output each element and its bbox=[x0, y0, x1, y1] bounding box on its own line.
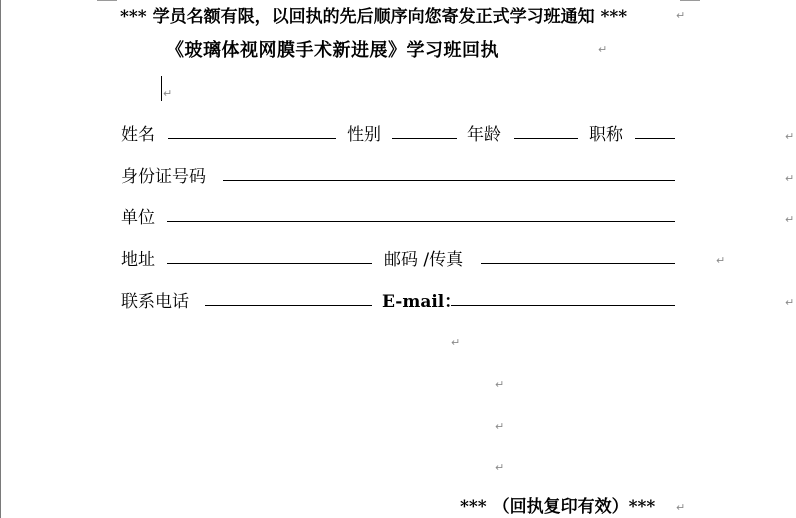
gender-label: 性别 bbox=[347, 125, 381, 145]
paragraph-mark-icon: ↵ bbox=[451, 336, 461, 349]
paragraph-mark-icon: ↵ bbox=[676, 501, 686, 514]
paragraph-mark-icon: ↵ bbox=[676, 9, 686, 22]
age-field[interactable] bbox=[514, 138, 578, 139]
footer-note: *** （回执复印有效）*** bbox=[460, 497, 656, 517]
title-label: 职称 bbox=[589, 125, 623, 145]
address-field[interactable] bbox=[167, 263, 372, 264]
work-unit-field[interactable] bbox=[167, 221, 675, 222]
id-number-field[interactable] bbox=[223, 180, 675, 181]
age-label: 年龄 bbox=[467, 125, 501, 145]
margin-corner-mark-left bbox=[97, 0, 117, 1]
postcode-fax-label: 邮码 /传真 bbox=[384, 250, 464, 270]
gender-field[interactable] bbox=[392, 138, 457, 139]
phone-field[interactable] bbox=[205, 305, 372, 306]
name-label: 姓名 bbox=[121, 125, 155, 145]
email-field[interactable] bbox=[451, 305, 675, 306]
paragraph-mark-icon: ↵ bbox=[598, 43, 608, 56]
paragraph-mark-icon: ↵ bbox=[163, 87, 173, 100]
work-unit-label: 单位 bbox=[121, 208, 155, 228]
form-title: 《玻璃体视网膜手术新进展》学习班回执 bbox=[166, 40, 499, 61]
paragraph-mark-icon: ↵ bbox=[495, 378, 505, 391]
email-label: E-mail： bbox=[382, 292, 462, 312]
page-left-edge bbox=[0, 0, 1, 518]
text-cursor bbox=[161, 76, 162, 101]
paragraph-mark-icon: ↵ bbox=[785, 172, 795, 185]
id-number-label: 身份证号码 bbox=[121, 167, 206, 187]
header-notice: *** 学员名额有限，以回执的先后顺序向您寄发正式学习班通知 *** bbox=[120, 7, 628, 27]
title-field[interactable] bbox=[635, 138, 675, 139]
paragraph-mark-icon: ↵ bbox=[785, 130, 795, 143]
phone-label: 联系电话 bbox=[121, 292, 189, 312]
name-field[interactable] bbox=[168, 138, 336, 139]
margin-corner-mark-right bbox=[680, 0, 700, 1]
paragraph-mark-icon: ↵ bbox=[716, 254, 726, 267]
paragraph-mark-icon: ↵ bbox=[495, 461, 505, 474]
paragraph-mark-icon: ↵ bbox=[785, 296, 795, 309]
postcode-fax-field[interactable] bbox=[481, 263, 675, 264]
paragraph-mark-icon: ↵ bbox=[495, 420, 505, 433]
paragraph-mark-icon: ↵ bbox=[785, 213, 795, 226]
address-label: 地址 bbox=[121, 250, 155, 270]
